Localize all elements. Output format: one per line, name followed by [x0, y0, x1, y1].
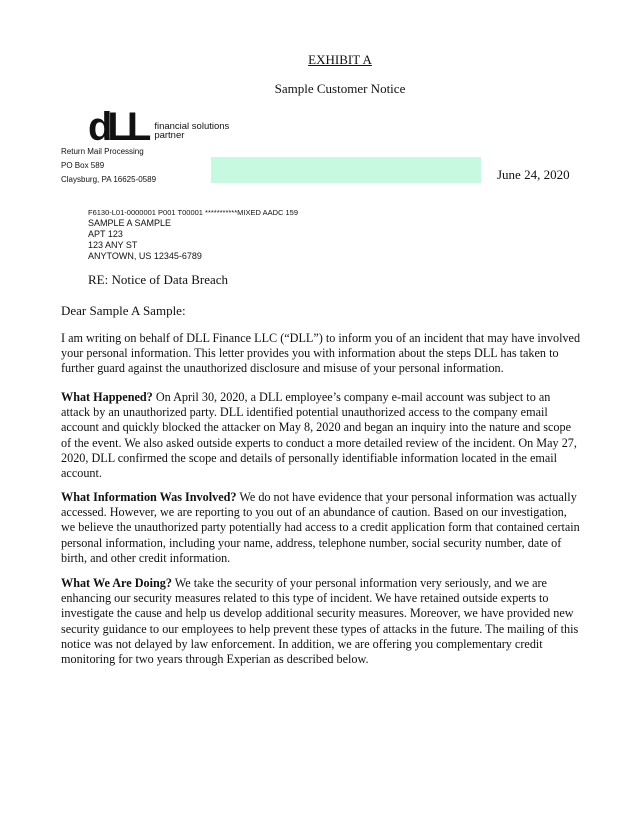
return-address-line3: Claysburg, PA 16625-0589	[61, 175, 157, 184]
recipient-line3: 123 ANY ST	[88, 240, 138, 250]
re-line: RE: Notice of Data Breach	[88, 272, 229, 287]
return-address-line1: Return Mail Processing	[61, 147, 144, 156]
logo-tagline	[154, 122, 229, 140]
logo-tagline-line2: partner	[154, 130, 185, 141]
info-involved-paragraph	[61, 490, 581, 566]
recipient-line2: APT 123	[88, 229, 123, 239]
logo-tagline-line1: financial solutions	[154, 121, 230, 132]
what-doing-paragraph	[61, 576, 581, 667]
what-happened-text: On April 30, 2020, a DLL employee’s company e-mail account was subject to an attack by an unauthorized party. DLL identified potential unauthorized access to the company email account and quickly blocked the attacker on May 8, 2020 and began an inquiry into the nature and scope of the event. We also asked outside experts to conduct a more detailed review of the incident. On May 27, 2020, DLL confirmed the scope and details of personally identifiable information located in the email account.	[61, 390, 577, 481]
redaction-highlight	[211, 157, 481, 183]
dll-logo	[88, 105, 230, 149]
info-involved-text: We do not have evidence that your personal information was actually accessed. However, we are reporting to you out of an abundance of caution. Based on our investigation, we believe the unauthorized party potentially had access to a credit application form that contained certain personal information, including your name, address, telephone number, social security number, date of birth, and other credit information.	[61, 490, 580, 565]
letter-date: June 24, 2020	[497, 167, 570, 182]
recipient-address	[88, 207, 298, 262]
mailing-code: F6130-L01-0000001 P001 T00001 ***********MIXED AADC 159	[88, 208, 299, 217]
info-involved-heading: What Information Was Involved?	[61, 490, 237, 504]
return-address-line2: PO Box 589	[61, 161, 105, 170]
recipient-city: ANYTOWN, US 12345-6789	[88, 251, 202, 261]
recipient-name: SAMPLE A SAMPLE	[88, 218, 172, 228]
logo-mark: dLL	[88, 105, 147, 149]
what-happened-paragraph	[61, 390, 581, 481]
intro-paragraph: I am writing on behalf of DLL Finance LLC (“DLL”) to inform you of an incident that may have involved your personal information. This letter provides you with information about the steps DLL has taken to further guard against the unauthorized disclosure and misuse of your personal information.	[61, 331, 581, 376]
what-doing-text: We take the security of your personal information very seriously, and we are enhancing our security measures related to this type of incident. We have retained outside experts to investigate the cause and help us develop additional security measures. Moreover, we have provided new security guidance to our employees to help prevent these types of attacks in the future. The mailing of this notice was not delayed by law enforcement. In addition, we are offering you complementary credit monitoring for two years through Experian as described below.	[61, 576, 579, 667]
notice-subtitle: Sample Customer Notice	[274, 81, 406, 96]
salutation: Dear Sample A Sample:	[61, 303, 186, 318]
what-happened-heading: What Happened?	[61, 390, 153, 404]
what-doing-heading: What We Are Doing?	[61, 576, 172, 590]
exhibit-title: EXHIBIT A	[308, 52, 372, 67]
return-address	[61, 145, 156, 187]
